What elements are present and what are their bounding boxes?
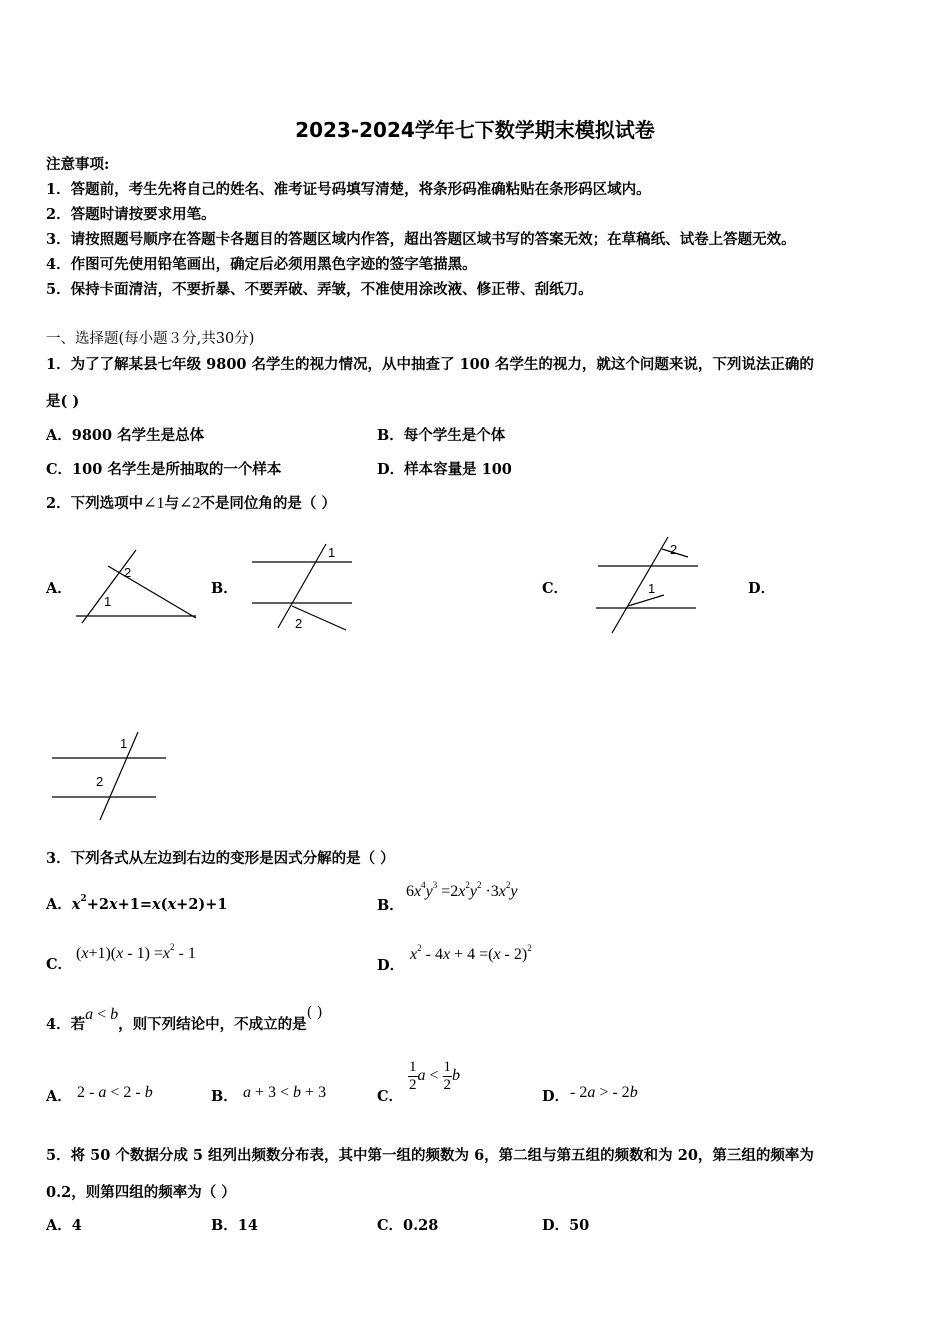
q4-label-d: D． — [542, 1088, 570, 1105]
q3-option-d — [410, 943, 532, 964]
math-token: 4 — [421, 880, 426, 890]
math-token: y — [469, 883, 477, 900]
math-token: ( — [160, 896, 168, 913]
q2-label-b: B． — [211, 580, 238, 597]
q1-option-a: A．9800 名学生是总体 — [46, 427, 205, 444]
q4-label-b: B． — [211, 1088, 238, 1105]
figure-line — [108, 566, 196, 618]
math-token: - 1) = — [123, 945, 163, 962]
q3-option-a — [46, 893, 228, 914]
math-token: 3 — [432, 880, 438, 890]
notes-item: 3．请按照题号顺序在答题卡各题目的答题区域内作答，超出答题区域书写的答案无效；在草稿纸、试卷上答题无效。 — [46, 231, 796, 248]
q4-condition — [85, 1006, 118, 1023]
q5-stem-line1: 5．将 50 个数据分成 5 组列出频数分布表，其中第一组的频数为 6，第二组与第五组的频数和为 20，第三组的频率为 — [46, 1147, 814, 1164]
q4-label-a: A． — [46, 1088, 72, 1105]
math-token: 2 — [409, 1077, 417, 1093]
figure-label-1: 1 — [328, 545, 336, 560]
math-token: 1 — [443, 1059, 452, 1075]
math-token: x — [162, 945, 171, 962]
q1-stem-line2: 是( ) — [46, 393, 80, 410]
q5-option-c: C．0.28 — [377, 1217, 439, 1234]
math-token: - 2) — [500, 946, 528, 963]
math-token: x — [151, 896, 161, 913]
math-token: b — [144, 1084, 153, 1101]
q2-stem-suffix: 不是同位角的是（ ） — [200, 495, 336, 512]
math-token: b — [629, 1084, 638, 1101]
math-token: < 2 - — [106, 1084, 145, 1101]
q2-angle2: ∠2 — [179, 495, 201, 512]
q5-option-d: D．50 — [542, 1217, 590, 1234]
q1-option-d: D．样本容量是 100 — [377, 461, 512, 478]
math-token: < — [93, 1006, 111, 1023]
math-token: 2 — [476, 880, 482, 890]
q2-stem-mid: 与 — [164, 495, 179, 512]
math-token: x — [71, 896, 81, 913]
math-token: 2 — [80, 894, 87, 904]
math-token: b — [452, 1067, 461, 1085]
section-heading: 一、选择题(每小题３分,共30分) — [46, 331, 255, 347]
math-token: y — [510, 883, 518, 900]
math-token: a — [98, 1084, 107, 1101]
math-token: 2 — [170, 942, 175, 952]
figure-label-2: 2 — [96, 774, 104, 789]
math-token: 2 — [527, 943, 532, 953]
q2-label-a: A． — [46, 580, 72, 597]
notes-item: 2．答题时请按要求用笔。 — [46, 206, 216, 223]
math-token: a — [587, 1084, 596, 1101]
math-token: y — [425, 883, 433, 900]
q4-stem-suffix: ，则下列结论中，不成立的是 — [118, 1016, 307, 1033]
math-token: > - 2 — [595, 1084, 630, 1101]
math-token: x — [414, 883, 422, 900]
figure-label-2: 2 — [124, 565, 132, 580]
math-token: < — [425, 1067, 443, 1085]
math-token: +2)+1 — [176, 896, 228, 913]
q2-stem-prefix: 2．下列选项中 — [46, 495, 144, 512]
fraction — [408, 1059, 418, 1094]
math-token: 2 — [505, 880, 511, 890]
q4-stem — [46, 1005, 323, 1034]
notes-heading: 注意事项: — [46, 156, 110, 173]
figure-label-1: 1 — [648, 581, 656, 596]
q2-figure-c — [592, 533, 702, 638]
notes-item: 5．保持卡面清洁，不要折暴、不要弄破、弄皱，不准使用涂改液、修正带、刮纸刀。 — [46, 281, 593, 298]
figure-label-2: 2 — [295, 616, 303, 631]
figure-line — [100, 732, 138, 820]
math-token: + 3 — [301, 1084, 327, 1101]
math-token: 6 — [406, 883, 414, 900]
q4-option-c — [408, 1059, 460, 1094]
q3-label-b: B． — [377, 897, 404, 914]
math-token: a — [243, 1084, 251, 1101]
math-token: x — [458, 883, 466, 900]
q3-label-d: D． — [377, 957, 405, 974]
math-token: x — [81, 945, 89, 962]
math-token: +1= — [117, 896, 152, 913]
q2-figure-a — [74, 545, 200, 630]
math-token: a — [85, 1006, 94, 1023]
math-token: 1 — [409, 1059, 417, 1075]
figure-label-2: 2 — [670, 542, 678, 557]
q4-option-b — [243, 1084, 326, 1102]
q3-option-c — [76, 942, 196, 963]
q3-stem: 3．下列各式从左边到右边的变形是因式分解的是（ ） — [46, 850, 395, 867]
math-token: +1)( — [88, 945, 117, 962]
q5-stem-line2: 0.2，则第四组的频率为（ ） — [46, 1184, 236, 1201]
q4-paren: ( ) — [306, 1005, 323, 1021]
q2-label-d: D． — [748, 580, 776, 597]
math-token: x — [498, 883, 506, 900]
math-token: ( — [76, 945, 82, 962]
math-token: + 4 =( — [450, 946, 494, 963]
math-token: x — [410, 946, 418, 963]
math-token: + 3 < — [251, 1084, 294, 1101]
q3-label-c: C． — [46, 956, 73, 973]
fraction — [443, 1059, 453, 1094]
q4-stem-prefix: 4．若 — [46, 1016, 86, 1033]
figure-line — [612, 537, 668, 633]
math-token: 2 — [417, 943, 422, 953]
q4-label-c: C． — [377, 1088, 404, 1105]
math-token: - 2 — [570, 1084, 588, 1101]
figure-label-1: 1 — [120, 736, 128, 751]
q2-figure-d — [48, 728, 170, 823]
q5-option-a: A．4 — [46, 1217, 82, 1234]
notes-item: 1．答题前，考生先将自己的姓名、准考证号码填写清楚，将条形码准确粘贴在条形码区域内。 — [46, 181, 651, 198]
q1-option-b: B．每个学生是个体 — [377, 427, 506, 444]
math-token: =2 — [437, 883, 459, 900]
q2-stem — [46, 492, 336, 513]
math-token: a — [417, 1067, 426, 1085]
q2-figure-b — [248, 540, 354, 635]
math-token: x — [493, 946, 501, 963]
figure-line — [82, 550, 136, 623]
math-token: ·3 — [481, 883, 499, 900]
q2-angle1: ∠1 — [143, 495, 165, 512]
q1-stem-line1: 1．为了了解某县七年级 9800 名学生的视力情况，从中抽查了 100 名学生的视力，就这个问题来说，下列说法正确的 — [46, 356, 814, 373]
q3-label-a: A． — [46, 896, 72, 913]
math-token: b — [110, 1006, 119, 1023]
math-token: - 4 — [421, 946, 443, 963]
math-token: x — [108, 896, 118, 913]
math-token: x — [116, 945, 124, 962]
math-token: 2 — [465, 880, 470, 890]
q4-option-d — [570, 1084, 638, 1102]
q1-option-c: C．100 名学生是所抽取的一个样本 — [46, 461, 282, 478]
figure-label-1: 1 — [104, 594, 112, 609]
math-token: 2 — [443, 1077, 452, 1093]
q3-option-b — [406, 880, 518, 901]
q4-option-a — [77, 1084, 153, 1102]
page-title: 2023-2024学年七下数学期末模拟试卷 — [295, 118, 655, 142]
math-token: 2 - — [77, 1084, 99, 1101]
q5-option-b: B．14 — [211, 1217, 258, 1234]
math-token: - 1 — [174, 945, 196, 962]
math-token: b — [293, 1084, 302, 1101]
q2-label-c: C． — [542, 580, 569, 597]
math-token: x — [442, 946, 451, 963]
notes-item: 4．作图可先使用铅笔画出，确定后必须用黑色字迹的签字笔描黑。 — [46, 256, 477, 273]
math-token: +2 — [86, 896, 109, 913]
math-token: x — [167, 896, 177, 913]
